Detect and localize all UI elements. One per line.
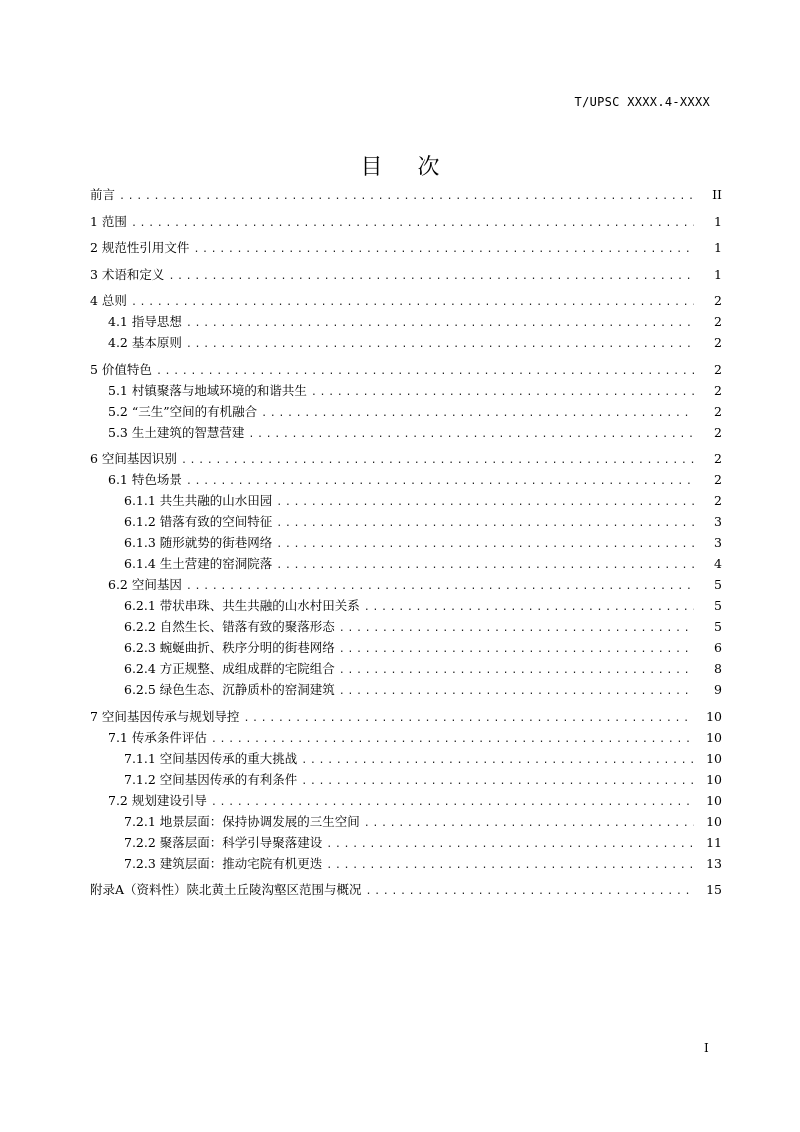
dot-leader [301, 771, 694, 792]
toc-entry[interactable] [90, 469, 722, 490]
dot-leader [339, 639, 694, 660]
dot-leader [186, 471, 694, 492]
dot-leader [261, 403, 694, 424]
dot-leader [276, 492, 694, 513]
toc-entry[interactable] [90, 264, 722, 285]
toc-entry-page: 2 [714, 403, 722, 419]
toc-entry-title: 7.1.1 空间基因传承的重大挑战 [124, 750, 298, 766]
toc-entry-title: 1 范围 [90, 213, 127, 229]
dot-leader [339, 660, 694, 681]
dot-leader [366, 881, 694, 902]
toc-entry[interactable] [90, 706, 722, 727]
toc-entry-title: 6 空间基因识别 [90, 451, 177, 466]
toc-entry-title: 6.2.5 绿色生态、沉静质朴的窑洞建筑 [124, 682, 335, 697]
toc-entry-page: 5 [714, 577, 722, 592]
toc-entry-page: 3 [714, 514, 722, 529]
dot-leader [156, 361, 694, 382]
toc-entry-page: 2 [714, 493, 722, 508]
toc-entry-title: 2 规范性引用文件 [90, 240, 190, 255]
toc-entry[interactable] [90, 769, 722, 790]
toc-entry-page: 1 [714, 213, 722, 229]
toc-entry[interactable] [90, 311, 722, 332]
toc-entry[interactable] [90, 237, 722, 258]
toc-entry[interactable] [90, 727, 722, 748]
dot-leader [276, 555, 694, 576]
toc-entry[interactable] [90, 790, 722, 811]
toc-entry-page: 10 [706, 771, 722, 787]
toc-entry-page: 2 [714, 314, 722, 329]
toc-entry-title: 6.2.4 方正规整、成组成群的宅院组合 [124, 661, 335, 676]
dot-leader [248, 424, 694, 445]
dot-leader [168, 266, 694, 287]
toc-entry-title: 4.1 指导思想 [108, 314, 182, 329]
toc-entry-page: 10 [706, 792, 722, 808]
toc-entry-page: 2 [714, 472, 722, 487]
toc-entry-title: 7.2 规划建设引导 [108, 792, 207, 808]
dot-leader [243, 708, 694, 729]
toc-entry-title: 附录A（资料性）陕北黄土丘陵沟壑区范围与概况 [90, 882, 362, 897]
document-code: T/UPSC XXXX.4-XXXX [574, 95, 710, 109]
toc-entry[interactable] [90, 422, 722, 443]
toc-entry-title: 6.2.3 蜿蜒曲折、秩序分明的街巷网络 [124, 640, 335, 655]
toc-entry-title: 6.1.3 随形就势的街巷网络 [124, 535, 273, 550]
dot-leader [181, 450, 694, 471]
dot-leader [211, 729, 694, 750]
dot-leader [131, 213, 694, 234]
dot-leader [326, 855, 694, 876]
toc-entry-title: 7.2.2 聚落层面：科学引导聚落建设 [124, 834, 323, 850]
toc-entry-title: 4.2 基本原则 [108, 335, 182, 350]
toc-entry[interactable] [90, 211, 722, 232]
toc-entry-title: 前言 [90, 187, 116, 202]
dot-leader [193, 239, 694, 260]
toc-entry[interactable] [90, 490, 722, 511]
toc-entry-page: 2 [714, 361, 722, 377]
toc-entry-title: 7.1 传承条件评估 [108, 729, 207, 745]
dot-leader [339, 681, 694, 702]
toc-entry-page: 2 [714, 382, 722, 398]
toc-entry[interactable] [90, 401, 722, 422]
toc-entry-page: 15 [706, 882, 722, 897]
toc-entry-title: 5.2 “三生”空间的有机融合 [108, 403, 258, 419]
toc-entry-title: 3 术语和定义 [90, 266, 165, 282]
toc-entry[interactable] [90, 616, 722, 637]
dot-leader [186, 334, 694, 355]
dot-leader [186, 576, 694, 597]
toc-entry[interactable] [90, 832, 722, 853]
dot-leader [186, 313, 694, 334]
toc-entry-title: 6.2 空间基因 [108, 577, 182, 592]
toc-entry-title: 6.1.1 共生共融的山水田园 [124, 493, 273, 508]
toc-entry[interactable] [90, 184, 722, 205]
toc-entry-page: 11 [706, 834, 722, 850]
dot-leader [326, 834, 694, 855]
dot-leader [364, 813, 694, 834]
toc-entry-title: 5 价值特色 [90, 361, 152, 377]
dot-leader [311, 382, 694, 403]
toc-entry[interactable] [90, 658, 722, 679]
toc-entry-page: 10 [706, 813, 722, 829]
toc-entry-title: 6.2.1 带状串珠、共生共融的山水村田关系 [124, 598, 360, 613]
dot-leader [301, 750, 694, 771]
dot-leader [276, 513, 694, 534]
toc-entry-page: 3 [714, 535, 722, 550]
page-title: 目 次 [360, 155, 454, 180]
toc-entry-title: 7 空间基因传承与规划导控 [90, 708, 240, 724]
dot-leader [276, 534, 694, 555]
toc-entry[interactable] [90, 332, 722, 353]
toc-entry-title: 7.1.2 空间基因传承的有利条件 [124, 771, 298, 787]
toc-entry-page: 2 [714, 424, 722, 440]
toc-entry-page: 10 [706, 729, 722, 745]
toc-entry-title: 7.2.3 建筑层面：推动宅院有机更迭 [124, 855, 323, 871]
toc-entry-title: 6.1 特色场景 [108, 472, 182, 487]
toc-entry[interactable] [90, 679, 722, 700]
toc-entry[interactable] [90, 553, 722, 574]
toc-entry[interactable] [90, 511, 722, 532]
toc-entry-page: 5 [714, 598, 722, 613]
toc-entry-title: 6.1.2 错落有致的空间特征 [124, 514, 273, 529]
dot-leader [131, 292, 694, 313]
toc-entry-page: 10 [706, 750, 722, 766]
toc-entry-page: 6 [714, 640, 722, 655]
toc-entry[interactable] [90, 595, 722, 616]
toc-entry-title: 6.1.4 生土营建的窑洞院落 [124, 556, 273, 571]
dot-leader [364, 597, 694, 618]
toc-entry[interactable] [90, 380, 722, 401]
toc-entry-title: 5.3 生土建筑的智慧营建 [108, 424, 245, 440]
toc-entry-page: 2 [714, 451, 722, 466]
toc-entry[interactable] [90, 748, 722, 769]
toc-entry-title: 7.2.1 地景层面：保持协调发展的三生空间 [124, 813, 360, 829]
toc-entry-title: 4 总则 [90, 293, 127, 308]
toc-entry[interactable] [90, 532, 722, 553]
toc-entry-page: 2 [714, 335, 722, 350]
toc-entry[interactable] [90, 574, 722, 595]
dot-leader [339, 618, 694, 639]
toc-entry-page: 5 [714, 619, 722, 634]
toc-entry-page: 10 [706, 708, 722, 724]
toc-entry-page: II [712, 187, 722, 202]
toc-entry-title: 6.2.2 自然生长、错落有致的聚落形态 [124, 619, 335, 634]
dot-leader [211, 792, 694, 813]
toc-entry[interactable] [90, 853, 722, 874]
toc-entry-page: 4 [714, 556, 722, 571]
toc-entry[interactable] [90, 637, 722, 658]
toc-entry-page: 13 [706, 855, 722, 871]
toc-entry[interactable] [90, 879, 722, 900]
toc-entry[interactable] [90, 448, 722, 469]
toc-entry[interactable] [90, 290, 722, 311]
toc-entry-page: 1 [714, 266, 722, 282]
dot-leader [119, 186, 694, 207]
toc-entry[interactable] [90, 359, 722, 380]
page-number: I [704, 1041, 709, 1055]
toc-entry-page: 2 [714, 293, 722, 308]
table-of-contents [90, 184, 722, 900]
toc-entry-title: 5.1 村镇聚落与地域环境的和谐共生 [108, 382, 307, 398]
toc-entry-page: 8 [714, 661, 722, 676]
toc-entry-page: 1 [714, 240, 722, 255]
toc-entry-page: 9 [714, 682, 722, 697]
toc-entry[interactable] [90, 811, 722, 832]
